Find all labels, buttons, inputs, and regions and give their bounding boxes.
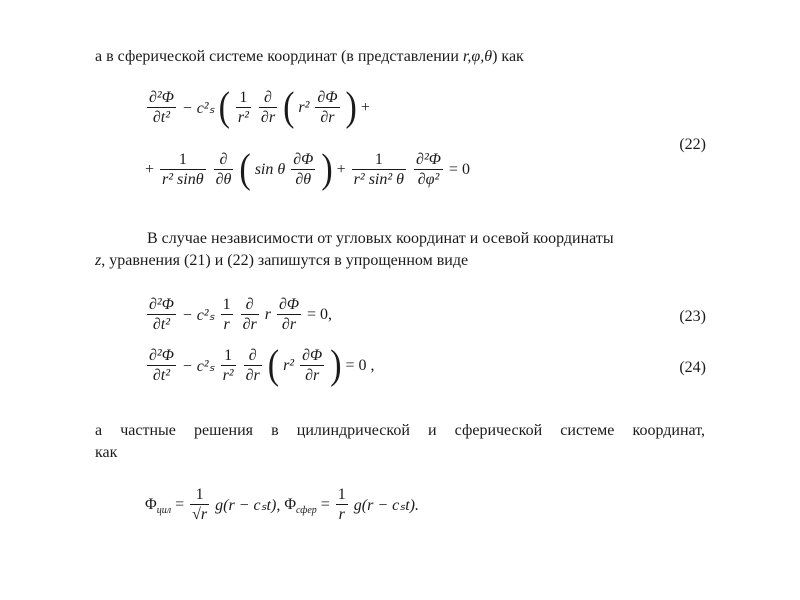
intro-variables: r,φ,θ xyxy=(462,48,493,65)
r-squared: r² xyxy=(283,356,295,374)
left-paren: ( xyxy=(239,146,251,192)
plus-sign-2: + xyxy=(336,160,346,178)
g-function-cyl: g(r − cₛt), xyxy=(215,496,281,514)
fraction-d2phi-dphi2: $\frac{\text{∂²Φ}}{\text{∂φ²}}$ xyxy=(416,151,441,188)
fraction-dphi-dr: $\frac{\partial\Phi}{\partial r}$ xyxy=(278,296,300,333)
fraction-dphi-dr: $\frac{\partial\Phi}{\partial r}$ xyxy=(302,347,323,384)
equals-zero: = 0 , xyxy=(345,356,375,374)
r-squared: r² xyxy=(298,98,310,116)
fraction-1-sqrt-r: $\frac{1}{√r}$ xyxy=(192,486,208,523)
equation-number-24: (24) xyxy=(679,359,706,376)
plus-sign: + xyxy=(360,98,370,116)
r-multiplier: r xyxy=(264,305,271,323)
fraction-d-dr: $\frac{\partial}{\partial r}$ xyxy=(242,296,257,333)
fraction-1-r: $\frac{1}{r}$ xyxy=(222,296,231,333)
fraction-1-r: $\frac{1}{r}$ xyxy=(337,486,346,523)
middle-paragraph xyxy=(95,228,705,272)
final-paragraph-line-1: а частные решения в цилиндрической и сферической системе координат, xyxy=(95,422,705,439)
equation-number-22: (22) xyxy=(679,136,706,153)
sin-theta: sin θ xyxy=(254,160,286,178)
final-paragraph-line-2: как xyxy=(95,444,118,461)
middle-paragraph-line-1: В случае независимости от угловых координат и осевой координаты xyxy=(147,230,614,247)
equation-22-line-2 xyxy=(145,146,470,192)
minus-cs2: − c²ₛ xyxy=(181,99,215,117)
fraction-1-r2-sin: $\frac{1}{\text{r² sinθ}}$ xyxy=(162,151,204,188)
plus-sign: + xyxy=(145,160,155,178)
minus-cs2: − c²ₛ xyxy=(181,306,215,324)
minus-cs2: − c²ₛ xyxy=(181,357,215,375)
right-paren-inner: ) xyxy=(345,84,357,130)
middle-paragraph-line-2: z, уравнения (21) и (22) запишутся в упрощенном виде xyxy=(95,252,469,269)
fraction-dphi-dr: $\frac{\partial\Phi}{\partial r}$ xyxy=(317,89,338,126)
equation-23 xyxy=(145,295,332,334)
final-paragraph xyxy=(95,420,705,464)
equals-zero: = 0 xyxy=(448,160,470,178)
fraction-d-dr: $\frac{\partial}{\partial r}$ xyxy=(245,347,260,384)
fraction-1-r2: $\frac{1}{\text{r²}}$ xyxy=(237,89,249,126)
variable-z: z xyxy=(95,252,102,269)
equation-solutions: $\Phi_{цил}$ = $\frac{1}{√r}$ g(r − cₛt), $\Phi_{сфер}$ = $\frac{1}{r}$ g(r − cₛt). xyxy=(145,486,419,523)
equation-24 xyxy=(145,342,375,388)
g-function-sph: g(r − cₛt). xyxy=(353,496,419,514)
left-paren: ( xyxy=(267,342,280,388)
fraction-1-r2: $\frac{1}{\text{r²}}$ xyxy=(222,347,234,384)
equals-zero: = 0, xyxy=(307,305,333,323)
fraction-d2phi-dt2: $\frac{\text{∂²Φ}}{\text{∂t²}}$ xyxy=(149,296,174,333)
fraction-d2phi-dt2: $\frac{\text{∂²Φ}}{\text{∂t²}}$ xyxy=(149,89,174,126)
equation-number-23: (23) xyxy=(679,308,706,325)
right-paren: ) xyxy=(321,146,333,192)
left-paren-inner: ( xyxy=(283,84,295,130)
fraction-d-dr: $\frac{\partial}{\partial r}$ xyxy=(260,89,276,126)
left-paren: ( xyxy=(218,84,230,130)
phi-spherical: $\Phi_{сфер}$ xyxy=(284,495,317,516)
fraction-d-dtheta: $\frac{\partial}{\partial\theta}$ xyxy=(215,151,232,188)
intro-paragraph xyxy=(95,46,524,68)
phi-cylindrical: $\Phi_{цил}$ xyxy=(145,495,172,516)
intro-text: а в сферической системе координат (в представлении xyxy=(95,48,463,65)
fraction-d2phi-dt2: $\frac{\text{∂²Φ}}{\text{∂t²}}$ xyxy=(149,347,174,384)
equation-22-line-1 xyxy=(145,84,370,130)
fraction-1-r2-sin2: $\frac{1}{\text{r² sin² θ}}$ xyxy=(353,151,405,188)
fraction-dphi-dtheta: $\frac{\partial\Phi}{\partial\theta}$ xyxy=(293,151,314,188)
right-paren: ) xyxy=(330,342,342,388)
intro-text-end: ) как xyxy=(492,48,524,65)
